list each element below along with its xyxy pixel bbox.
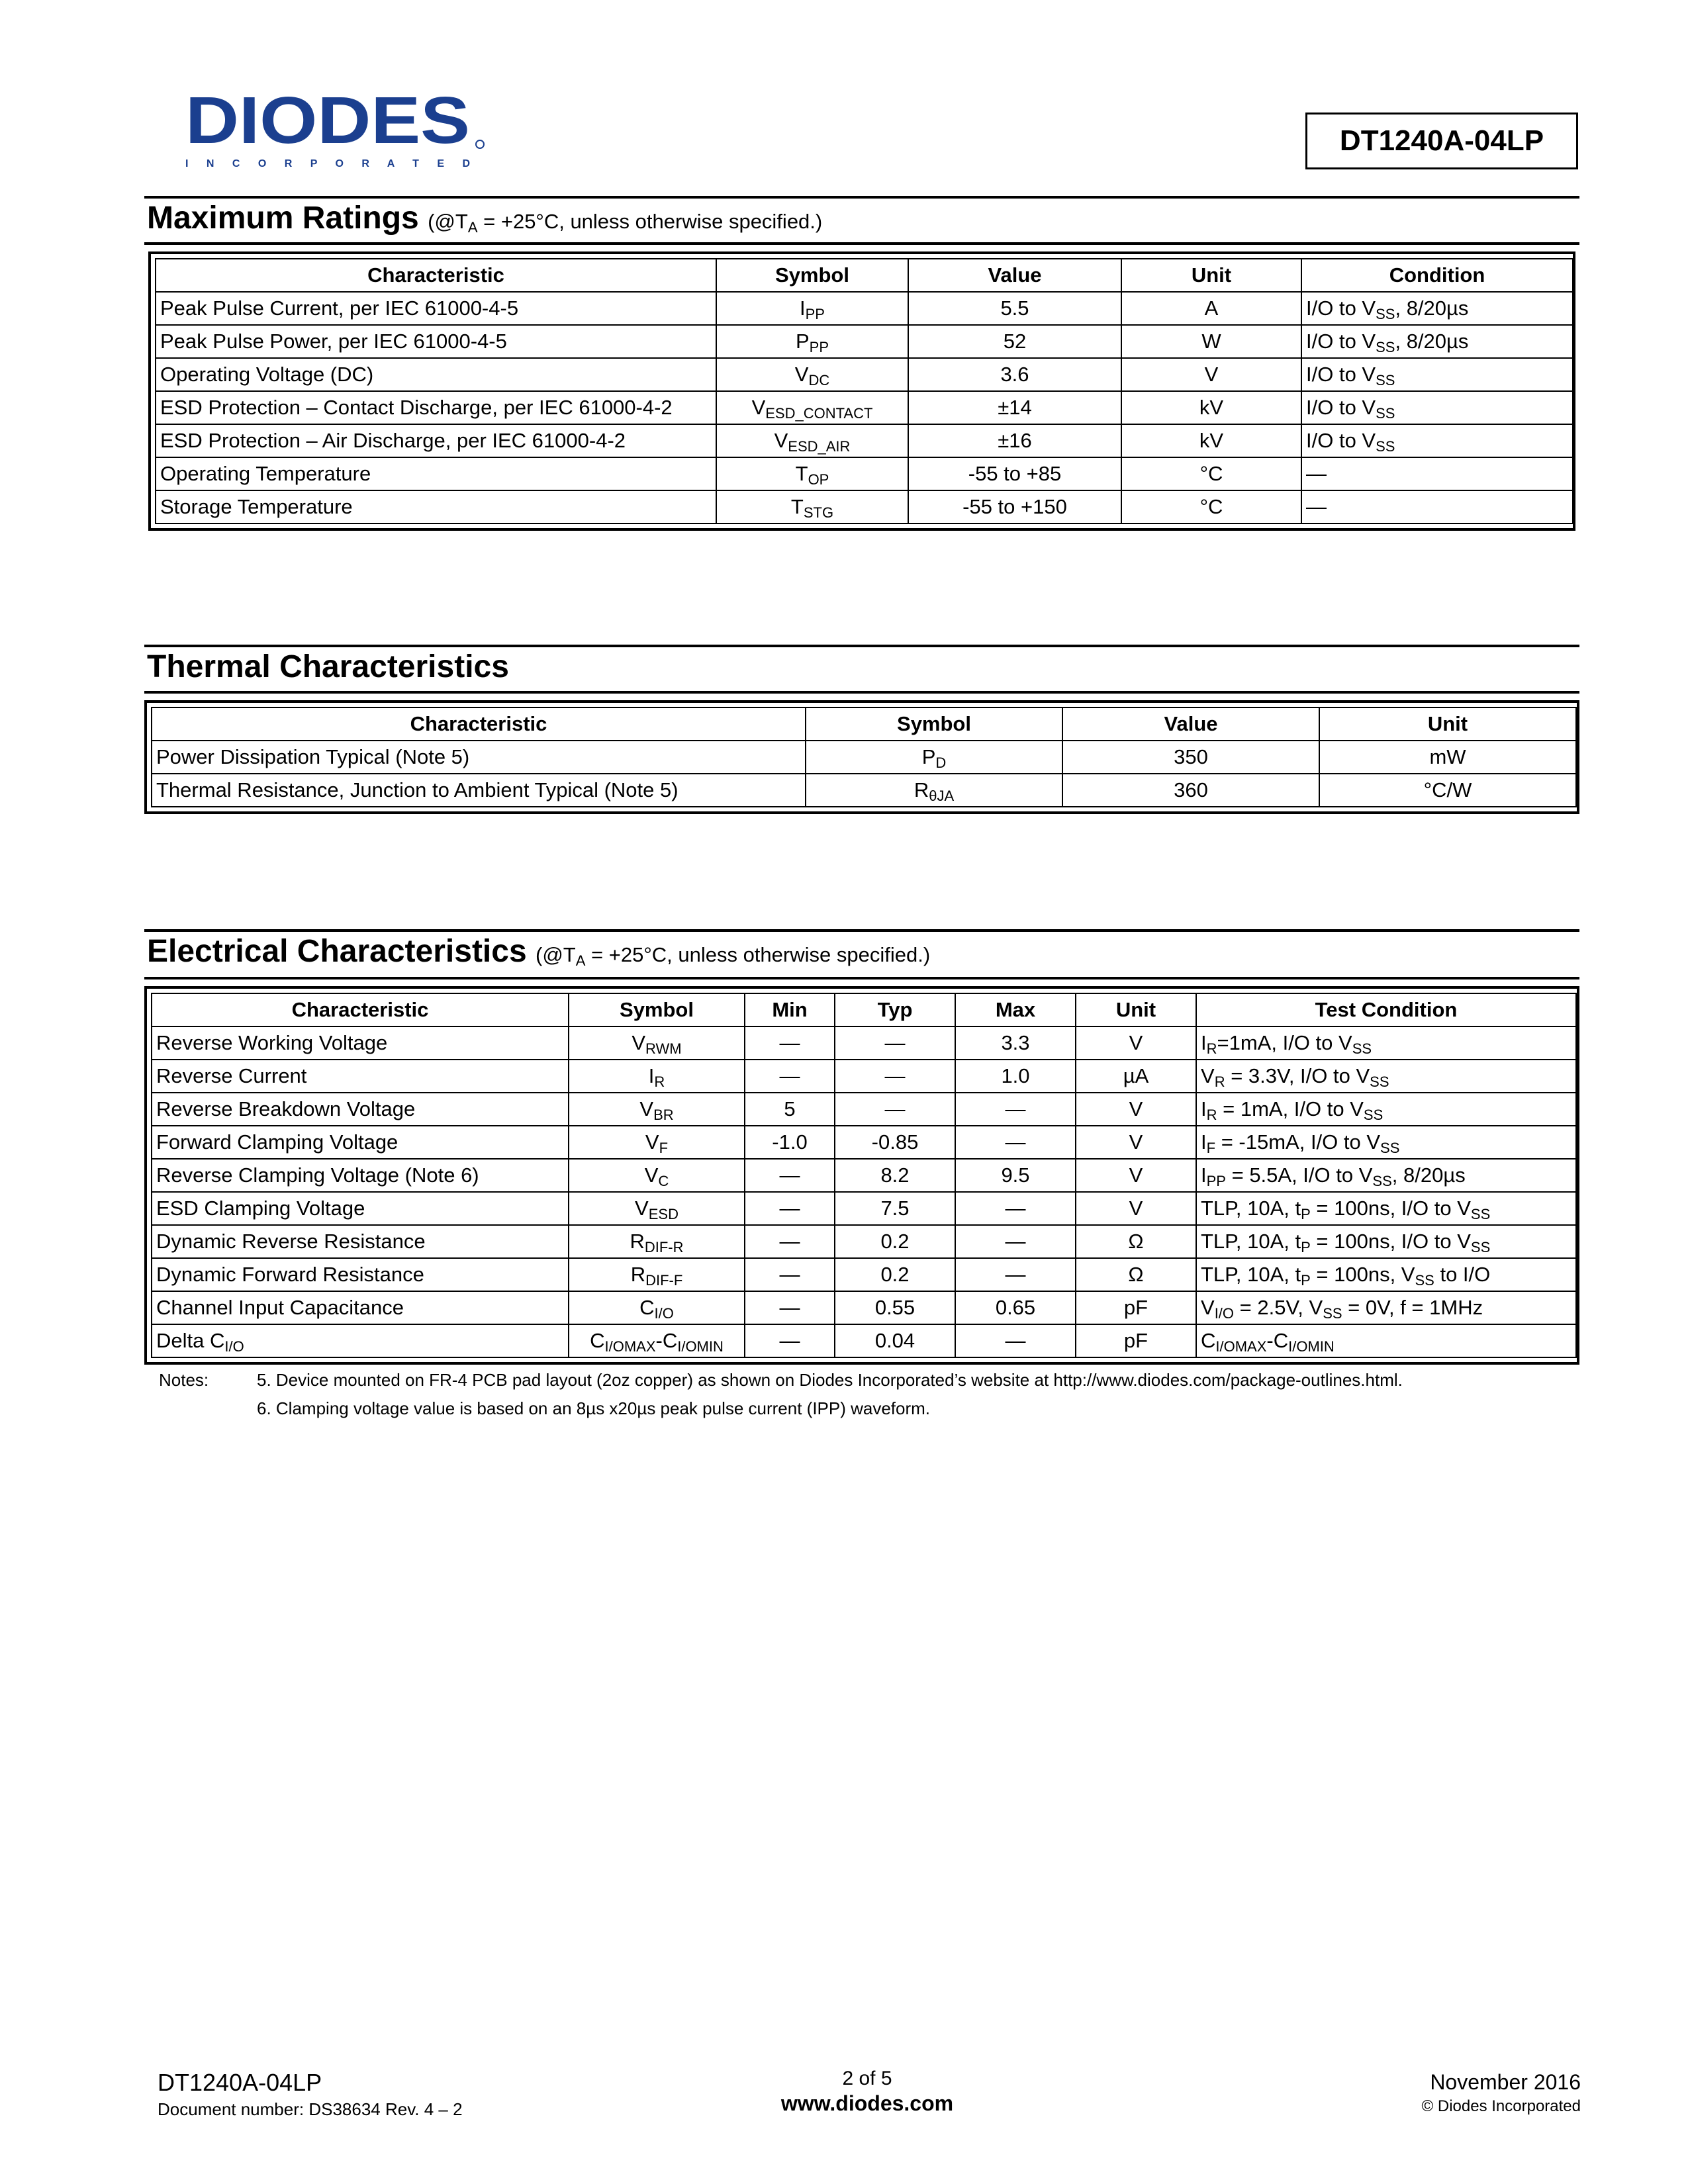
characteristic-cell: Peak Pulse Current, per IEC 61000-4-5: [156, 292, 716, 325]
characteristic-cell: ESD Protection – Air Discharge, per IEC 61000-4-2: [156, 424, 716, 457]
unit-cell: W: [1121, 325, 1301, 358]
table-row: [152, 1093, 1576, 1126]
subscript: ESD_AIR: [788, 438, 851, 455]
section-rule: [144, 691, 1579, 694]
test-condition-cell: [1196, 1093, 1576, 1126]
characteristic-cell: Operating Voltage (DC): [156, 358, 716, 391]
electrical-table: [144, 986, 1579, 1365]
column-header: Value: [1062, 707, 1319, 741]
subscript: R: [1214, 1073, 1225, 1090]
subscript: OP: [808, 471, 829, 488]
min-cell: —: [745, 1060, 835, 1093]
max-cell: —: [955, 1126, 1076, 1159]
unit-cell: Ω: [1076, 1258, 1196, 1291]
cell-text: R: [914, 778, 929, 801]
column-header: Symbol: [716, 259, 908, 292]
characteristic-cell: [152, 1126, 569, 1159]
test-condition-cell: [1196, 1192, 1576, 1225]
max-cell: 0.65: [955, 1291, 1076, 1324]
symbol-cell: [569, 1026, 745, 1060]
min-cell: 5: [745, 1093, 835, 1126]
cell-text: = 100ns, I/O to V: [1310, 1197, 1471, 1220]
subscript: C: [658, 1173, 669, 1189]
subscript: STG: [803, 504, 834, 521]
subscript: I/OMAX: [604, 1338, 656, 1355]
cell-text: V: [1201, 1296, 1215, 1319]
cell-text: Channel Input Capacitance: [156, 1296, 404, 1319]
subscript: BR: [653, 1107, 674, 1123]
subscript: I/OMIN: [677, 1338, 724, 1355]
cell-text: C: [639, 1296, 655, 1319]
symbol-cell: [569, 1192, 745, 1225]
subscript: DIF-F: [645, 1272, 683, 1289]
max-cell: —: [955, 1258, 1076, 1291]
typ-cell: —: [835, 1026, 955, 1060]
cell-text: I/O to V: [1306, 296, 1376, 320]
cell-text: I: [1201, 1163, 1207, 1187]
table-row: [152, 774, 1576, 807]
condition-cell: [1301, 325, 1573, 358]
subscript: SS: [1376, 306, 1395, 322]
section-rule: [144, 977, 1579, 979]
unit-cell: kV: [1121, 424, 1301, 457]
test-condition-cell: [1196, 1324, 1576, 1357]
typ-cell: —: [835, 1093, 955, 1126]
cell-text: = 0V, f = 1MHz: [1342, 1296, 1483, 1319]
cell-text: V: [1201, 1064, 1215, 1087]
table-row: [156, 424, 1573, 457]
test-condition-cell: [1196, 1126, 1576, 1159]
table-row: [156, 325, 1573, 358]
subscript: PP: [805, 306, 825, 322]
symbol-cell: [569, 1093, 745, 1126]
cell-text: I/O to V: [1306, 396, 1376, 419]
subscript: SS: [1470, 1239, 1491, 1255]
unit-cell: °C: [1121, 490, 1301, 523]
column-header: Characteristic: [152, 993, 569, 1026]
cell-text: = 100ns, V: [1310, 1263, 1415, 1286]
subscript: SS: [1415, 1272, 1434, 1289]
subscript: DIF-R: [644, 1239, 684, 1255]
value-cell: 350: [1062, 741, 1319, 774]
table-row: [152, 741, 1576, 774]
footer-copyright: © Diodes Incorporated: [1421, 2097, 1581, 2115]
subscript: R: [1206, 1107, 1217, 1123]
section-rule: [144, 242, 1579, 245]
max-cell: —: [955, 1225, 1076, 1258]
cell-text: I/O to V: [1306, 429, 1376, 452]
value-cell: 360: [1062, 774, 1319, 807]
cell-text: I: [800, 296, 806, 320]
subscript: SS: [1376, 339, 1395, 355]
min-cell: —: [745, 1159, 835, 1192]
max-ratings-title: [147, 200, 822, 236]
max-cell: —: [955, 1324, 1076, 1357]
footer-left: [158, 2069, 463, 2120]
unit-cell: mW: [1319, 741, 1576, 774]
subscript: D: [935, 754, 947, 771]
test-condition-cell: [1196, 1026, 1576, 1060]
subscript: I/OMIN: [1288, 1338, 1335, 1355]
footer-center: [662, 2068, 1072, 2116]
symbol-cell: [806, 741, 1062, 774]
cell-text: Reverse Breakdown Voltage: [156, 1097, 416, 1120]
cell-text: V: [635, 1197, 649, 1220]
cell-text: , 8/20µs: [1395, 330, 1469, 353]
page-number: 2 of 5: [842, 2068, 892, 2089]
typ-cell: 8.2: [835, 1159, 955, 1192]
condition-cell: [1301, 358, 1573, 391]
value-cell: -55 to +150: [908, 490, 1121, 523]
table-row: [156, 490, 1573, 523]
value-cell: ±14: [908, 391, 1121, 424]
value-cell: 52: [908, 325, 1121, 358]
subscript: I/O: [654, 1305, 674, 1322]
symbol-cell: [569, 1159, 745, 1192]
table-row: [152, 1126, 1576, 1159]
value-cell: ±16: [908, 424, 1121, 457]
subscript: PP: [1206, 1173, 1226, 1189]
table-row: [152, 1192, 1576, 1225]
subscript: ESD_CONTACT: [765, 405, 873, 422]
condition-cell: [1301, 292, 1573, 325]
unit-cell: pF: [1076, 1324, 1196, 1357]
subscript: DC: [808, 372, 830, 388]
column-header: Symbol: [569, 993, 745, 1026]
unit-cell: µA: [1076, 1060, 1196, 1093]
cell-text: = 3.3V, I/O to V: [1225, 1064, 1370, 1087]
cell-text: Dynamic Forward Resistance: [156, 1263, 424, 1286]
condition-cell: [1301, 490, 1573, 523]
unit-cell: V: [1121, 358, 1301, 391]
subscript: SS: [1376, 372, 1395, 388]
typ-cell: 7.5: [835, 1192, 955, 1225]
subscript: θJA: [929, 788, 955, 804]
characteristic-cell: Operating Temperature: [156, 457, 716, 490]
cell-text: T: [790, 495, 804, 518]
cell-text: TLP, 10A, t: [1201, 1197, 1301, 1220]
section-rule: [144, 196, 1579, 199]
cell-text: I: [1201, 1097, 1207, 1120]
column-header: Test Condition: [1196, 993, 1576, 1026]
table-row: [152, 1291, 1576, 1324]
symbol-cell: [716, 490, 908, 523]
cell-text: C: [1201, 1329, 1216, 1352]
subscript: SS: [1372, 1173, 1392, 1189]
cell-text: I/O to V: [1306, 330, 1376, 353]
cell-text: , 8/20µs: [1395, 296, 1469, 320]
unit-cell: V: [1076, 1192, 1196, 1225]
characteristic-cell: Thermal Resistance, Junction to Ambient Typical (Note 5): [152, 774, 806, 807]
unit-cell: °C/W: [1319, 774, 1576, 807]
column-header: Typ: [835, 993, 955, 1026]
table-row: [156, 358, 1573, 391]
cell-text: TLP, 10A, t: [1201, 1230, 1301, 1253]
cell-text: to I/O: [1434, 1263, 1491, 1286]
column-header: Characteristic: [152, 707, 806, 741]
diodes-logo: [185, 91, 490, 171]
typ-cell: 0.55: [835, 1291, 955, 1324]
notes-label: Notes:: [159, 1370, 209, 1390]
cell-text: P: [795, 330, 810, 353]
unit-cell: A: [1121, 292, 1301, 325]
characteristic-cell: [152, 1225, 569, 1258]
characteristic-cell: Storage Temperature: [156, 490, 716, 523]
cell-text: = 1mA, I/O to V: [1217, 1097, 1364, 1120]
subscript: ESD: [648, 1206, 679, 1222]
cell-text: Reverse Current: [156, 1064, 307, 1087]
thermal-table: [144, 700, 1579, 814]
column-header: Condition: [1301, 259, 1573, 292]
cell-text: = 2.5V, V: [1234, 1296, 1323, 1319]
subscript: SS: [1380, 1140, 1400, 1156]
section-rule: [144, 929, 1579, 932]
unit-cell: V: [1076, 1126, 1196, 1159]
symbol-cell: [716, 391, 908, 424]
subscript: P: [1301, 1206, 1311, 1222]
subscript: PP: [809, 339, 829, 355]
part-number-box: DT1240A-04LP: [1305, 113, 1578, 169]
cell-text: R: [630, 1263, 646, 1286]
test-condition-cell: [1196, 1060, 1576, 1093]
cell-text: P: [921, 745, 936, 768]
min-cell: —: [745, 1026, 835, 1060]
cell-text: , 8/20µs: [1391, 1163, 1466, 1187]
symbol-cell: [569, 1258, 745, 1291]
symbol-cell: [569, 1324, 745, 1357]
symbol-cell: [569, 1291, 745, 1324]
subscript: SS: [1376, 438, 1395, 455]
cell-text: Reverse Clamping Voltage (Note 6): [156, 1163, 479, 1187]
section-heading: Electrical Characteristics: [147, 934, 527, 969]
typ-cell: -0.85: [835, 1126, 955, 1159]
cell-text: I: [648, 1064, 655, 1087]
cell-text: V: [632, 1031, 646, 1054]
cell-text: Forward Clamping Voltage: [156, 1130, 399, 1154]
subscript: SS: [1470, 1206, 1491, 1222]
characteristic-cell: [152, 1192, 569, 1225]
subscript: I/O: [224, 1338, 244, 1355]
symbol-cell: [716, 292, 908, 325]
test-condition-cell: [1196, 1258, 1576, 1291]
typ-cell: 0.2: [835, 1225, 955, 1258]
cell-text: V: [751, 396, 766, 419]
symbol-cell: [716, 457, 908, 490]
condition-cell: [1301, 457, 1573, 490]
table-row: [156, 391, 1573, 424]
subscript: SS: [1370, 1073, 1389, 1090]
characteristic-cell: [152, 1093, 569, 1126]
typ-cell: 0.04: [835, 1324, 955, 1357]
column-header: Unit: [1319, 707, 1576, 741]
column-header: Max: [955, 993, 1076, 1026]
column-header: Min: [745, 993, 835, 1026]
min-cell: —: [745, 1192, 835, 1225]
symbol-cell: [716, 358, 908, 391]
cell-text: V: [644, 1163, 659, 1187]
characteristic-cell: [152, 1159, 569, 1192]
note-5: 5. Device mounted on FR-4 PCB pad layout (2oz copper) as shown on Diodes Incorporated’s website at http://www.diodes.com/package-outlines.html.: [257, 1370, 1403, 1390]
subscript: SS: [1376, 405, 1395, 422]
cell-text: —: [1306, 462, 1327, 485]
characteristic-cell: [152, 1258, 569, 1291]
section-heading: Maximum Ratings: [147, 201, 419, 236]
cell-text: V: [774, 429, 788, 452]
subscript: I/OMAX: [1215, 1338, 1267, 1355]
subscript: R: [1206, 1040, 1217, 1057]
table-row: [156, 292, 1573, 325]
cell-text: =1mA, I/O to V: [1217, 1031, 1352, 1054]
characteristic-cell: [152, 1060, 569, 1093]
test-condition-cell: [1196, 1225, 1576, 1258]
column-header: Unit: [1121, 259, 1301, 292]
cell-text: -C: [655, 1329, 678, 1352]
min-cell: —: [745, 1225, 835, 1258]
cell-text: V: [794, 363, 809, 386]
min-cell: —: [745, 1291, 835, 1324]
table-row: [152, 1324, 1576, 1357]
test-condition-cell: [1196, 1159, 1576, 1192]
unit-cell: °C: [1121, 457, 1301, 490]
unit-cell: kV: [1121, 391, 1301, 424]
footer-part-number: DT1240A-04LP: [158, 2069, 322, 2096]
table-row: [152, 1159, 1576, 1192]
characteristic-cell: Power Dissipation Typical (Note 5): [152, 741, 806, 774]
value-cell: 3.6: [908, 358, 1121, 391]
max-cell: 3.3: [955, 1026, 1076, 1060]
table-row: [152, 1258, 1576, 1291]
max-cell: —: [955, 1192, 1076, 1225]
cell-text: ESD Clamping Voltage: [156, 1197, 365, 1220]
subscript: F: [1206, 1140, 1216, 1156]
logo-subtitle: I N C O R P O R A T E D: [185, 158, 470, 169]
value-cell: 5.5: [908, 292, 1121, 325]
max-cell: 9.5: [955, 1159, 1076, 1192]
table-row: [152, 1225, 1576, 1258]
cell-text: -C: [1266, 1329, 1289, 1352]
unit-cell: V: [1076, 1093, 1196, 1126]
unit-cell: Ω: [1076, 1225, 1196, 1258]
cell-text: Reverse Working Voltage: [156, 1031, 388, 1054]
cell-text: = -15mA, I/O to V: [1215, 1130, 1381, 1154]
subscript: I/O: [1214, 1305, 1235, 1322]
cell-text: V: [639, 1097, 654, 1120]
section-condition: ($@T_A = +25^\circ C$, unless otherwise specified.): [536, 943, 931, 969]
value-cell: -55 to +85: [908, 457, 1121, 490]
condition-cell: [1301, 424, 1573, 457]
subscript: P: [1301, 1272, 1311, 1289]
unit-cell: V: [1076, 1026, 1196, 1060]
cell-text: R: [630, 1230, 645, 1253]
cell-text: Delta C: [156, 1329, 225, 1352]
characteristic-cell: Peak Pulse Power, per IEC 61000-4-5: [156, 325, 716, 358]
condition-cell: [1301, 391, 1573, 424]
typ-cell: —: [835, 1060, 955, 1093]
unit-cell: pF: [1076, 1291, 1196, 1324]
logo-graphic: [185, 91, 490, 171]
max-ratings-table: [148, 251, 1575, 531]
cell-text: V: [645, 1130, 659, 1154]
cell-text: —: [1306, 495, 1327, 518]
cell-text: TLP, 10A, t: [1201, 1263, 1301, 1286]
subscript: SS: [1323, 1305, 1342, 1322]
footer-right: [1422, 2070, 1581, 2116]
min-cell: —: [745, 1324, 835, 1357]
logo-wordmark: DIODES: [185, 91, 470, 158]
footer-document-number: Document number: DS38634 Rev. 4 – 2: [158, 2099, 463, 2119]
cell-text: = 100ns, I/O to V: [1310, 1230, 1471, 1253]
table-row: [152, 1026, 1576, 1060]
max-cell: —: [955, 1093, 1076, 1126]
test-condition-cell: [1196, 1291, 1576, 1324]
max-cell: 1.0: [955, 1060, 1076, 1093]
typ-cell: 0.2: [835, 1258, 955, 1291]
section-condition: ($@T_A = +25^\circ C$, unless otherwise specified.): [428, 210, 823, 236]
section-rule: [144, 645, 1579, 647]
footer-date: November 2016: [1430, 2070, 1581, 2094]
subscript: F: [659, 1140, 669, 1156]
table-row: [152, 1060, 1576, 1093]
min-cell: —: [745, 1258, 835, 1291]
column-header: Value: [908, 259, 1121, 292]
subscript: P: [1301, 1239, 1311, 1255]
cell-text: I: [1201, 1031, 1207, 1054]
thermal-title: Thermal Characteristics: [147, 649, 509, 684]
min-cell: -1.0: [745, 1126, 835, 1159]
subscript: R: [654, 1073, 665, 1090]
table-row: [156, 457, 1573, 490]
column-header: Characteristic: [156, 259, 716, 292]
characteristic-cell: [152, 1291, 569, 1324]
symbol-cell: [716, 325, 908, 358]
column-header: Unit: [1076, 993, 1196, 1026]
cell-text: C: [590, 1329, 605, 1352]
unit-cell: V: [1076, 1159, 1196, 1192]
cell-text: I: [1201, 1130, 1207, 1154]
cell-text: T: [795, 462, 808, 485]
symbol-cell: [569, 1060, 745, 1093]
characteristic-cell: [152, 1026, 569, 1060]
characteristic-cell: ESD Protection – Contact Discharge, per IEC 61000-4-2: [156, 391, 716, 424]
notes: [159, 1370, 1403, 1427]
cell-text: = 5.5A, I/O to V: [1225, 1163, 1373, 1187]
symbol-cell: [806, 774, 1062, 807]
subscript: RWM: [645, 1040, 682, 1057]
symbol-cell: [569, 1225, 745, 1258]
subscript: SS: [1352, 1040, 1372, 1057]
website-link[interactable]: www.diodes.com: [780, 2091, 954, 2115]
electrical-title: [147, 933, 930, 970]
subscript: SS: [1363, 1107, 1383, 1123]
note-6: 6. Clamping voltage value is based on an 8µs x20µs peak pulse current (IPP) waveform.: [257, 1398, 931, 1418]
cell-text: Dynamic Reverse Resistance: [156, 1230, 426, 1253]
cell-text: I/O to V: [1306, 363, 1376, 386]
column-header: Symbol: [806, 707, 1062, 741]
characteristic-cell: [152, 1324, 569, 1357]
symbol-cell: [569, 1126, 745, 1159]
symbol-cell: [716, 424, 908, 457]
